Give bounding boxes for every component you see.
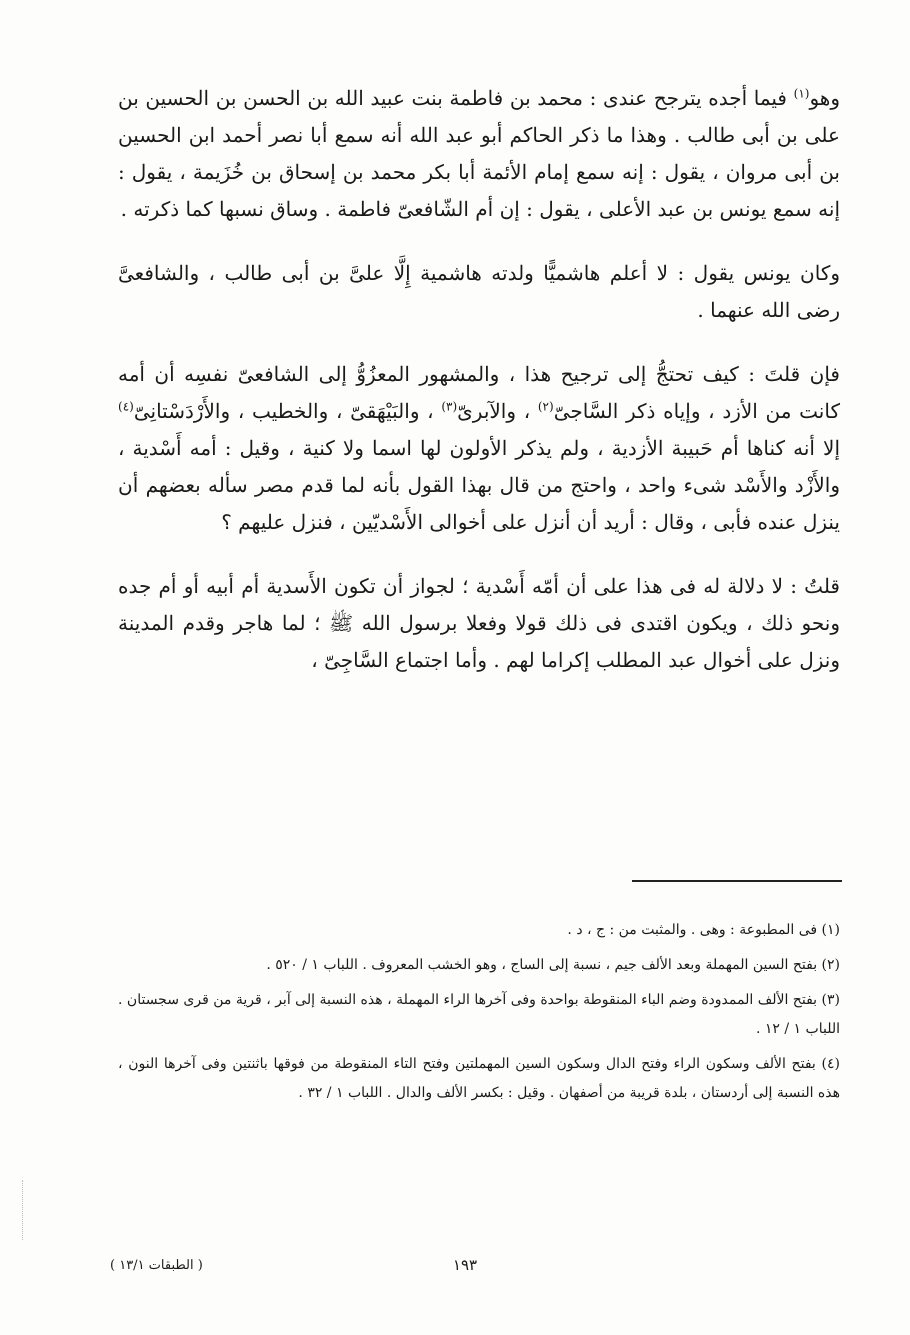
footnote: (٣) بفتح الألف الممدودة وضم الباء المنقوطة بواحدة وفى آخرها الراء المهملة ، هذه النسبة إلى آبر ، قرية من قرى سجستان . اللباب ١ / ١٢ . <box>118 992 840 1037</box>
footnote-marker: (١) <box>793 86 810 101</box>
text-run: فيما أجده يترجح عندى : محمد بن فاطمة بنت عبيد الله بن الحسن بن الحسين بن على بن أبى طالب . وهذا ما ذكر الحاكم أبو عبد الله أنه سمع أبا نصر أحمد ابن الحسين بن أبى مروان ، يقول : إنه سمع إمام الأئمة أبا بكر محمد بن إسحاق بن خُزَيمة ، يقول : إنه سمع يونس بن عبد الأعلى ، يقول : إن أم الشّافعىّ فاطمة . وساق نسبها كما ذكرته . <box>118 86 840 221</box>
printer-signature: ( الطبقات ١٣/١ ) <box>110 1258 203 1273</box>
footnote: (١) فى المطبوعة : وهى . والمثبت من : ج ، د . <box>567 922 840 938</box>
text-run: ، والبَيْهَقىّ ، والخطيب ، والأَرْدَسْتانِىّ <box>133 399 442 423</box>
paragraph <box>118 255 840 329</box>
text-run: إلا أنه كناها أم حَبيبة الأزدية ، ولم يذكر الأولون لها اسما ولا كنية ، وقيل : أمه أَسْدية ، والأَزْد والأَسْد شىء واحد ، واحتج من قال بهذا القول بأنه لما قدم مصر سأله بعضهم أن ينزل عنده فأبى ، وقال : أريد أن أنزل على أخوالى الأَسْديّين ، فنزل عليهم ؟ <box>118 436 841 534</box>
footnotes <box>118 916 840 1114</box>
scan-edge-mark <box>22 1180 25 1240</box>
text-run: وكان يونس يقول : لا أعلم هاشميًّا ولدته هاشمية إِلَّا علىَّ بن أبى طالب ، والشافعىَّ رضى الله عنهما . <box>118 261 840 322</box>
footnote-marker: (٤) <box>118 399 134 414</box>
footnote-marker: (٣) <box>441 399 458 414</box>
footnote-marker: (٢) <box>537 399 554 414</box>
page-number: ١٩٣ <box>452 1256 478 1274</box>
text-run: وهو <box>809 86 840 110</box>
footnote-separator <box>632 880 842 882</box>
footnote: (٢) بفتح السين المهملة وبعد الألف جيم ، نسبة إلى الساج ، وهو الخشب المعروف . اللباب ١ / ٥٢٠ . <box>266 957 840 973</box>
paragraph <box>118 80 840 228</box>
main-text <box>118 80 840 679</box>
page-footer <box>0 1256 910 1286</box>
footnote: (٤) بفتح الألف وسكون الراء وفتح الدال وسكون السين المهملتين وفتح التاء المنقوطة من فوقها باثنتين وفى آخرها النون ، هذه النسبة إلى أردستان ، بلدة قريبة من أصفهان . وقيل : بكسر الألف والدال . اللباب ١ / ٣٢ . <box>118 1056 840 1101</box>
paragraph <box>118 356 840 541</box>
paragraph <box>118 568 840 679</box>
text-run: قلتُ : لا دلالة له فى هذا على أن أمّه أَسْدية ؛ لجواز أن تكون الأَسدية أم أبيه أو أم جده ونحو ذلك ، ويكون اقتدى فى ذلك قولا وفعلا برسول الله ﷺ ؛ لما هاجر وقدم المدينة ونزل على أخوال عبد المطلب إكراما لهم . وأما اجتماع السَّاجِىّ ، <box>118 574 840 672</box>
text-run: فإن قلتَ : كيف تحتجُّ إلى ترجيح هذا ، والمشهور المعزُوُّ إلى الشافعىّ نفسِه أن أمه كانت من الأزد ، وإياه ذكر السَّاجىّ <box>118 362 840 423</box>
text-run: ، والآبرىّ <box>457 399 538 423</box>
